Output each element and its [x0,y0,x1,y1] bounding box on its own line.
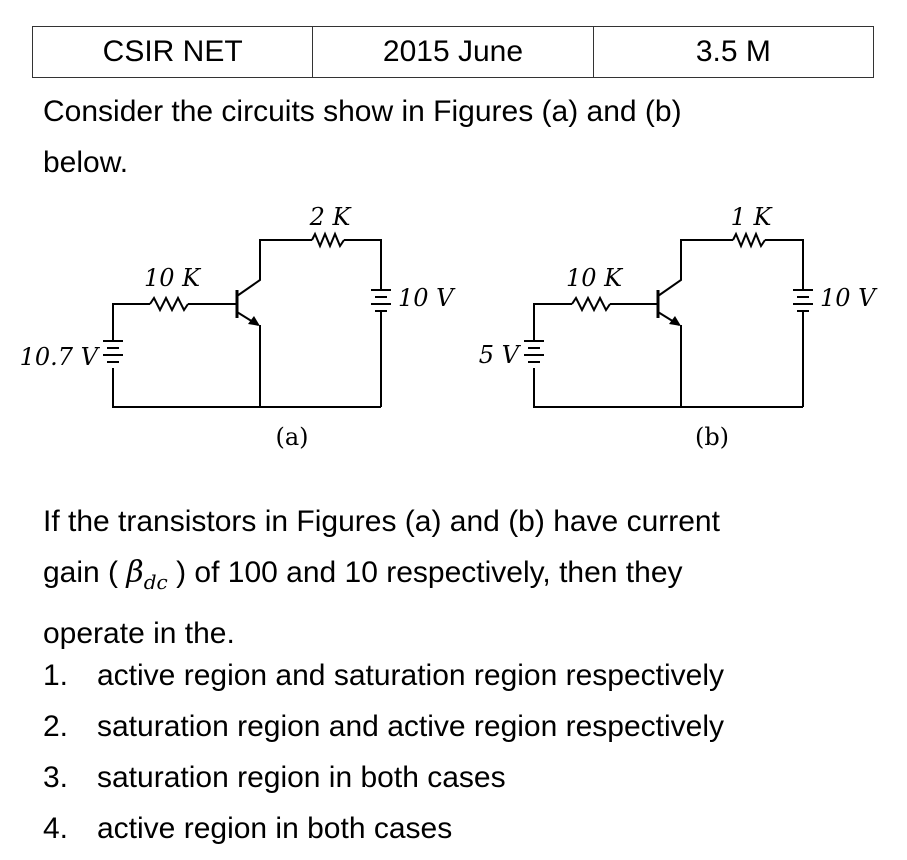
question-intro-line2: below. [43,146,129,179]
figure-a-base-resistor-label: 10 K [143,264,201,292]
figure-b-base-resistor-label: 10 K [565,264,623,292]
question-intro-line1: Consider the circuits show in Figures (a) and (b) [43,95,682,128]
option-number: 3. [43,761,69,794]
question-intro [43,86,843,188]
circuit-figure-a [0,195,460,460]
exam-session: 2015 June [313,27,593,78]
figure-a-caption: (a) [275,423,309,451]
figure-a-collector-source-label: 10 V [398,284,454,312]
question-marks: 3.5 M [593,27,873,78]
option-text: saturation region and active region respectively [97,710,725,743]
question-body-line1: If the transistors in Figures (a) and (b) have current [43,505,720,538]
beta-symbol: β [126,555,144,590]
option-4[interactable] [43,803,724,854]
question-body-line3: operate in the. [43,617,235,650]
figure-b-caption: (b) [694,423,730,451]
option-text: saturation region in both cases [97,761,506,794]
option-2[interactable] [43,701,724,752]
option-number: 2. [43,710,69,743]
option-text: active region in both cases [97,812,453,845]
header-table [32,26,874,78]
beta-subscript: dc [143,570,168,594]
figure-a-collector-resistor-label: 2 K [309,203,351,231]
option-text: active region and saturation region respectively [97,659,725,692]
option-1[interactable] [43,650,724,701]
answer-options [43,650,724,854]
figure-a-base-source-label: 10.7 V [19,343,98,371]
circuit-figure-b [460,195,900,460]
option-3[interactable] [43,752,724,803]
question-body-line2-post: ) of 100 and 10 respectively, then they [167,556,683,589]
exam-name: CSIR NET [33,27,313,78]
figure-b-collector-resistor-label: 1 K [730,203,772,231]
header-row [33,27,874,78]
question-body [43,496,873,659]
figure-b-base-source-label: 5 V [478,341,519,369]
question-body-line2-pre: gain ( [43,556,127,589]
option-number: 1. [43,659,69,692]
figure-b-collector-source-label: 10 V [820,284,876,312]
option-number: 4. [43,812,69,845]
